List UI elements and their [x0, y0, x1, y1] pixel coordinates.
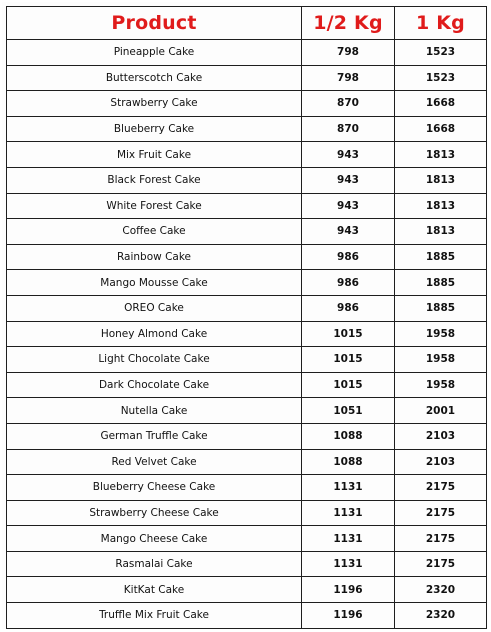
half-kg-price-cell: 870 — [302, 91, 395, 117]
one-kg-price-cell: 1885 — [395, 244, 487, 270]
table-row — [7, 270, 487, 296]
one-kg-price-cell: 2175 — [395, 551, 487, 577]
half-kg-price-cell: 943 — [302, 142, 395, 168]
half-kg-price-cell: 1088 — [302, 449, 395, 475]
product-cell: Light Chocolate Cake — [7, 347, 302, 373]
half-kg-price-cell: 1131 — [302, 475, 395, 501]
one-kg-price-cell: 2103 — [395, 423, 487, 449]
half-kg-price-cell: 1015 — [302, 372, 395, 398]
cake-price-table — [6, 6, 487, 629]
one-kg-price-cell: 1523 — [395, 40, 487, 66]
one-kg-price-cell: 1813 — [395, 193, 487, 219]
table-row — [7, 347, 487, 373]
one-kg-price-cell: 1958 — [395, 347, 487, 373]
product-cell: Mango Cheese Cake — [7, 526, 302, 552]
product-cell: White Forest Cake — [7, 193, 302, 219]
table-row — [7, 40, 487, 66]
half-kg-price-cell: 986 — [302, 270, 395, 296]
table-row — [7, 372, 487, 398]
half-kg-price-cell: 943 — [302, 219, 395, 245]
product-cell: KitKat Cake — [7, 577, 302, 603]
one-kg-price-cell: 2175 — [395, 500, 487, 526]
table-row — [7, 244, 487, 270]
one-kg-price-cell: 1885 — [395, 295, 487, 321]
half-kg-price-cell: 1131 — [302, 526, 395, 552]
one-kg-price-cell: 2175 — [395, 526, 487, 552]
half-kg-price-cell: 1015 — [302, 321, 395, 347]
product-cell: German Truffle Cake — [7, 423, 302, 449]
column-header-one-kg: 1 Kg — [395, 7, 487, 40]
table-body — [7, 40, 487, 629]
table-row — [7, 526, 487, 552]
table-row — [7, 193, 487, 219]
one-kg-price-cell: 2320 — [395, 577, 487, 603]
product-cell: Nutella Cake — [7, 398, 302, 424]
product-cell: Rainbow Cake — [7, 244, 302, 270]
product-cell: Blueberry Cheese Cake — [7, 475, 302, 501]
table-row — [7, 475, 487, 501]
product-cell: Honey Almond Cake — [7, 321, 302, 347]
one-kg-price-cell: 1813 — [395, 219, 487, 245]
table-row — [7, 116, 487, 142]
table-row — [7, 295, 487, 321]
table-row — [7, 321, 487, 347]
product-cell: Coffee Cake — [7, 219, 302, 245]
half-kg-price-cell: 1196 — [302, 603, 395, 629]
one-kg-price-cell: 1885 — [395, 270, 487, 296]
product-cell: Rasmalai Cake — [7, 551, 302, 577]
half-kg-price-cell: 943 — [302, 167, 395, 193]
half-kg-price-cell: 870 — [302, 116, 395, 142]
column-header-half-kg: 1/2 Kg — [302, 7, 395, 40]
table-row — [7, 500, 487, 526]
table-row — [7, 423, 487, 449]
half-kg-price-cell: 798 — [302, 65, 395, 91]
price-list-sheet — [2, 2, 488, 629]
half-kg-price-cell: 986 — [302, 244, 395, 270]
half-kg-price-cell: 1015 — [302, 347, 395, 373]
product-cell: Mango Mousse Cake — [7, 270, 302, 296]
product-cell: Black Forest Cake — [7, 167, 302, 193]
half-kg-price-cell: 1088 — [302, 423, 395, 449]
table-row — [7, 449, 487, 475]
one-kg-price-cell: 1668 — [395, 116, 487, 142]
header-row — [7, 7, 487, 40]
product-cell: Strawberry Cake — [7, 91, 302, 117]
one-kg-price-cell: 1958 — [395, 372, 487, 398]
one-kg-price-cell: 1813 — [395, 142, 487, 168]
one-kg-price-cell: 1523 — [395, 65, 487, 91]
table-row — [7, 219, 487, 245]
table-row — [7, 603, 487, 629]
half-kg-price-cell: 798 — [302, 40, 395, 66]
half-kg-price-cell: 1196 — [302, 577, 395, 603]
one-kg-price-cell: 2001 — [395, 398, 487, 424]
product-cell: Dark Chocolate Cake — [7, 372, 302, 398]
product-cell: Red Velvet Cake — [7, 449, 302, 475]
product-cell: Strawberry Cheese Cake — [7, 500, 302, 526]
product-cell: Pineapple Cake — [7, 40, 302, 66]
table-row — [7, 551, 487, 577]
product-cell: Mix Fruit Cake — [7, 142, 302, 168]
half-kg-price-cell: 943 — [302, 193, 395, 219]
table-row — [7, 167, 487, 193]
table-row — [7, 65, 487, 91]
product-cell: Butterscotch Cake — [7, 65, 302, 91]
one-kg-price-cell: 2103 — [395, 449, 487, 475]
table-row — [7, 577, 487, 603]
half-kg-price-cell: 986 — [302, 295, 395, 321]
table-row — [7, 398, 487, 424]
table-row — [7, 142, 487, 168]
table-row — [7, 91, 487, 117]
one-kg-price-cell: 1813 — [395, 167, 487, 193]
half-kg-price-cell: 1131 — [302, 551, 395, 577]
one-kg-price-cell: 1668 — [395, 91, 487, 117]
column-header-product: Product — [7, 7, 302, 40]
half-kg-price-cell: 1051 — [302, 398, 395, 424]
product-cell: Truffle Mix Fruit Cake — [7, 603, 302, 629]
half-kg-price-cell: 1131 — [302, 500, 395, 526]
one-kg-price-cell: 1958 — [395, 321, 487, 347]
product-cell: Blueberry Cake — [7, 116, 302, 142]
product-cell: OREO Cake — [7, 295, 302, 321]
one-kg-price-cell: 2175 — [395, 475, 487, 501]
one-kg-price-cell: 2320 — [395, 603, 487, 629]
